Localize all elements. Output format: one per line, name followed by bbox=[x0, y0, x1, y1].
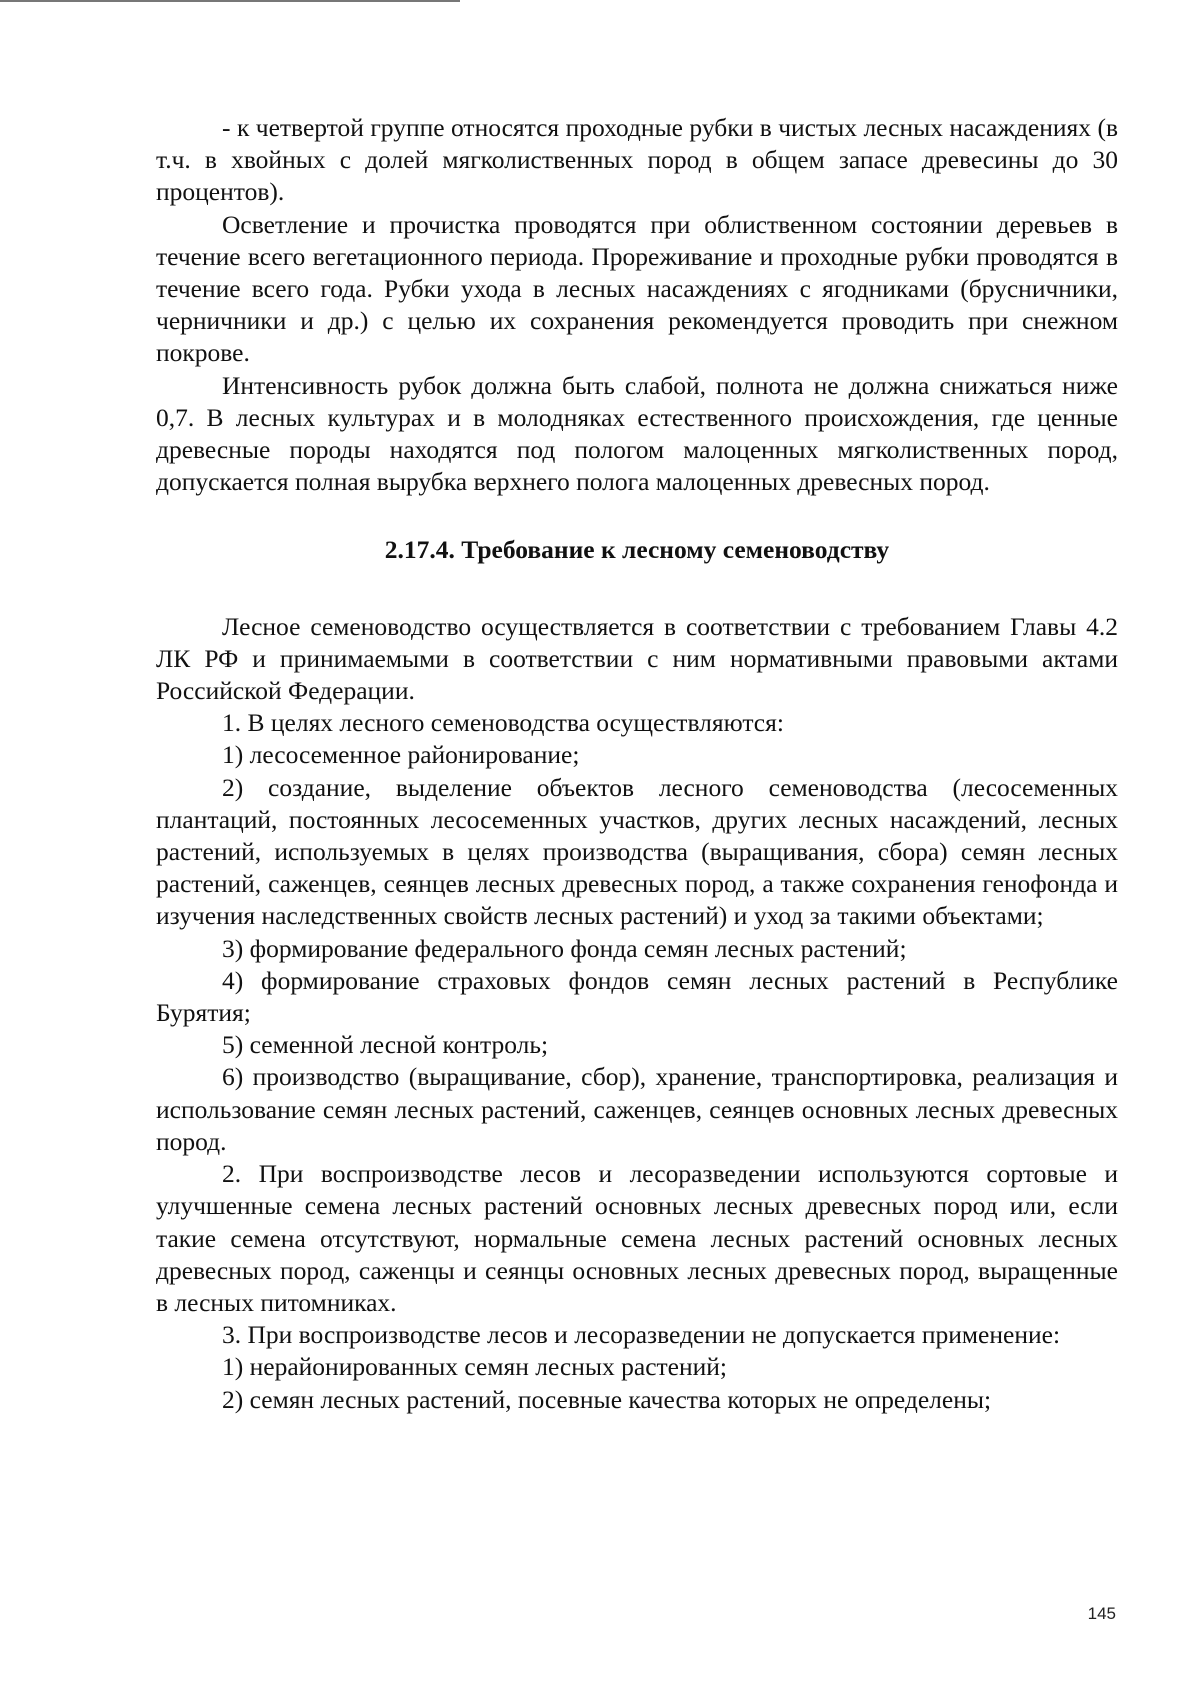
paragraph-felling-intensity: Интенсивность рубок должна быть слабой, полнота не должна снижаться ниже 0,7. В лесных культурах и в молодняках естественного происхождения, где ценные древесные породы находятся под пологом малоценных мягколиственных пород, допускается полная вырубка верхнего полога малоценных древесных пород. bbox=[156, 370, 1118, 497]
list-item-3-header: 3. При воспроизводстве лесов и лесоразведении не допускается применение: bbox=[222, 1320, 1061, 1350]
list-item-1-2: 2) создание, выделение объектов лесного семеноводства (лесосеменных плантаций, постоянных лесосеменных участков, других лесных насаждений, лесных растений, используемых в целях производства (выращивания, сбора) семян лесных растений, саженцев, сеянцев лесных древесных пород, а также сохранения генофонда и изучения наследственных свойств лесных растений) и уход за такими объектами; bbox=[156, 772, 1118, 931]
list-item-2: 2. При воспроизводстве лесов и лесоразведении используются сортовые и улучшенные семена лесных растений основных лесных древесных пород или, если такие семена отсутствуют, нормальные семена лесных растений основных лесных древесных пород, саженцы и сеянцы основных лесных древесных пород, выращенные в лесных питомниках. bbox=[156, 1159, 1118, 1317]
document-page bbox=[156, 112, 1118, 1416]
list-item-1-5: 5) семенной лесной контроль; bbox=[222, 1030, 549, 1060]
list-item-1-6: 6) производство (выращивание, сбор), хранение, транспортировка, реализация и использование семян лесных растений, саженцев, сеянцев основных лесных древесных пород. bbox=[156, 1062, 1118, 1156]
list-item-3-1: 1) нерайонированных семян лесных растений; bbox=[222, 1352, 728, 1382]
paragraph-seed-production-intro: Лесное семеноводство осуществляется в соответствии с требованием Главы 4.2 ЛК РФ и принимаемыми в соответствии с ним нормативными правовыми актами Российской Федерации. bbox=[156, 611, 1118, 706]
list-item-1-3: 3) формирование федерального фонда семян лесных растений; bbox=[222, 933, 907, 963]
list-item-1-header: 1. В целях лесного семеноводства осуществляются: bbox=[222, 708, 784, 738]
list-item-1-4: 4) формирование страховых фондов семян лесных растений в Республике Бурятия; bbox=[156, 965, 1118, 1028]
top-edge-rule bbox=[0, 0, 460, 2]
list-item-3-2: 2) семян лесных растений, посевные качества которых не определены; bbox=[222, 1384, 992, 1414]
list-item-1-1: 1) лесосеменное районирование; bbox=[222, 740, 580, 770]
page-number: 145 bbox=[1087, 1604, 1116, 1623]
section-heading: 2.17.4. Требование к лесному семеноводству bbox=[384, 535, 890, 565]
paragraph-fourth-group: - к четвертой группе относятся проходные рубки в чистых лесных насаждениях (в т.ч. в хвойных с долей мягколиственных пород в общем запасе древесины до 30 процентов). bbox=[156, 113, 1118, 207]
paragraph-clearing-cleaning: Осветление и прочистка проводятся при облиственном состоянии деревьев в течение всего вегетационного периода. Прореживание и проходные рубки проводятся в течение всего года. Рубки ухода в лесных насаждениях с ягодниками (брусничники, черничники и др.) с целью их сохранения рекомендуется проводить при снежном покрове. bbox=[156, 209, 1118, 368]
